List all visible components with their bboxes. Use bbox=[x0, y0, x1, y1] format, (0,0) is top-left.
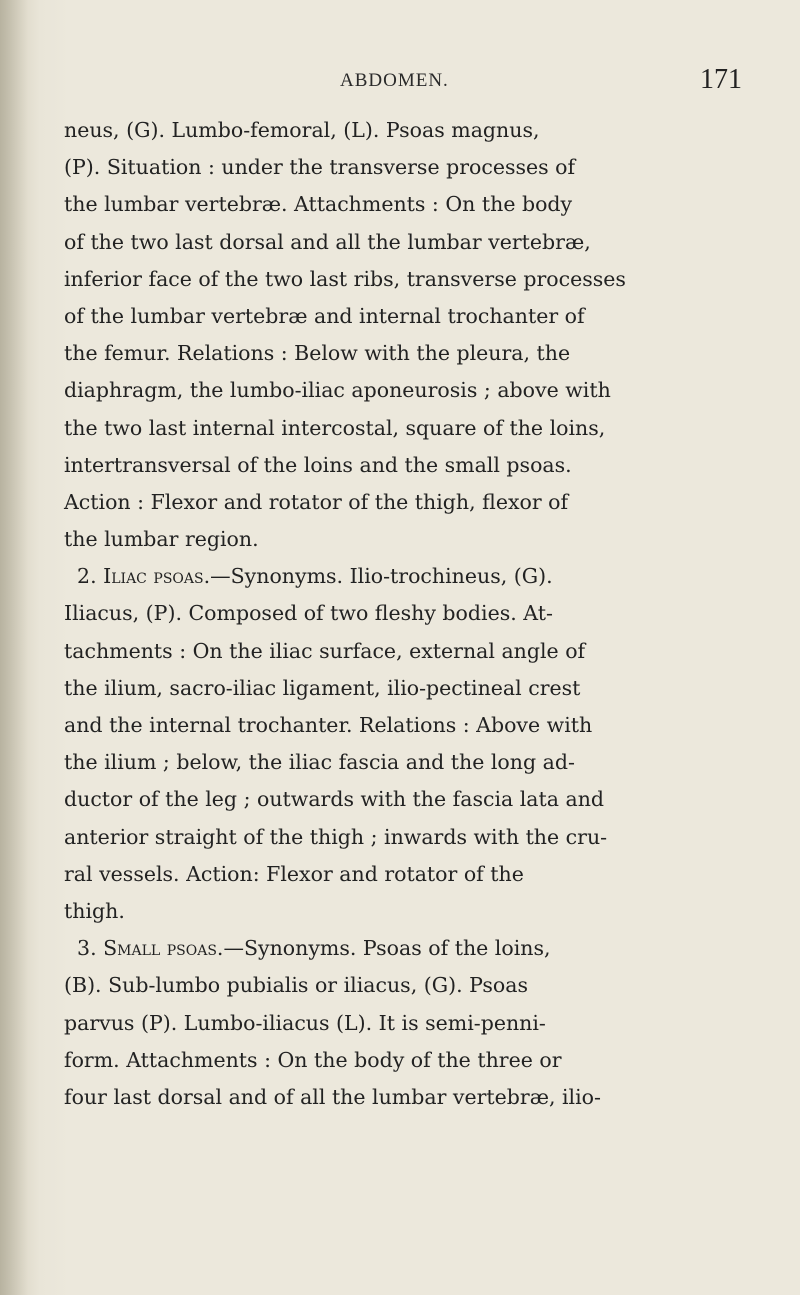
text-line: inferior face of the two last ribs, transverse processes bbox=[64, 266, 626, 291]
text-line: ral vessels. Action: Flexor and rotator of the bbox=[64, 861, 524, 886]
text-line: the lumbar vertebræ. Attachments : On the body bbox=[64, 192, 573, 217]
text-line: intertransversal of the loins and the small psoas. bbox=[64, 452, 572, 477]
text-line: ductor of the leg ; outwards with the fascia lata and bbox=[64, 787, 605, 812]
text-line: the two last internal intercostal, square of the loins, bbox=[64, 415, 606, 440]
text-line: Iliacus, (P). Composed of two fleshy bodies. At- bbox=[64, 601, 553, 626]
text-line: (B). Sub-lumbo pubialis or iliacus, (G). Psoas bbox=[64, 973, 528, 998]
section-heading: Iliac psoas. bbox=[103, 564, 211, 589]
text-line: the lumbar region. bbox=[64, 527, 259, 552]
section-number: 2. bbox=[77, 564, 97, 589]
text-line: thigh. bbox=[64, 898, 125, 923]
section-number: 3. bbox=[77, 936, 97, 961]
body-text bbox=[64, 112, 764, 1116]
page-number: 171 bbox=[700, 64, 742, 95]
section-line-small-psoas bbox=[64, 930, 764, 967]
text-line: the ilium ; below, the iliac fascia and the long ad- bbox=[64, 750, 575, 775]
text-line: and the internal trochanter. Relations : Above with bbox=[64, 713, 593, 737]
text-line: the femur. Relations : Below with the pleura, the bbox=[64, 341, 571, 366]
section-rest: —Synonyms. Ilio-trochineus, (G). bbox=[210, 564, 553, 589]
text-line: form. Attachments : On the body of the three or bbox=[64, 1047, 562, 1072]
text-line: the ilium, sacro-iliac ligament, ilio-pectineal crest bbox=[64, 675, 581, 700]
section-line-iliac-psoas bbox=[64, 558, 764, 595]
gutter-shadow bbox=[0, 0, 28, 1295]
text-line: anterior straight of the thigh ; inwards with the cru- bbox=[64, 824, 608, 849]
text-line: tachments : On the iliac surface, external angle of bbox=[64, 638, 586, 663]
text-line: four last dorsal and of all the lumbar vertebræ, ilio- bbox=[64, 1084, 601, 1109]
text-line: (P). Situation : under the transverse processes of bbox=[64, 155, 576, 180]
running-title: ABDOMEN. bbox=[340, 70, 449, 91]
text-line: diaphragm, the lumbo-iliac aponeurosis ; above with bbox=[64, 378, 611, 403]
text-line: of the two last dorsal and all the lumbar vertebræ, bbox=[64, 229, 591, 254]
text-line: parvus (P). Lumbo-iliacus (L). It is semi-penni- bbox=[64, 1010, 546, 1035]
text-line: neus, (G). Lumbo-femoral, (L). Psoas magnus, bbox=[64, 118, 540, 142]
text-line: Action : Flexor and rotator of the thigh, flexor of bbox=[64, 489, 569, 514]
section-heading: Small psoas. bbox=[103, 936, 224, 961]
running-head bbox=[0, 62, 800, 102]
text-line: of the lumbar vertebræ and internal trochanter of bbox=[64, 303, 585, 328]
section-rest: —Synonyms. Psoas of the loins, bbox=[223, 936, 551, 961]
